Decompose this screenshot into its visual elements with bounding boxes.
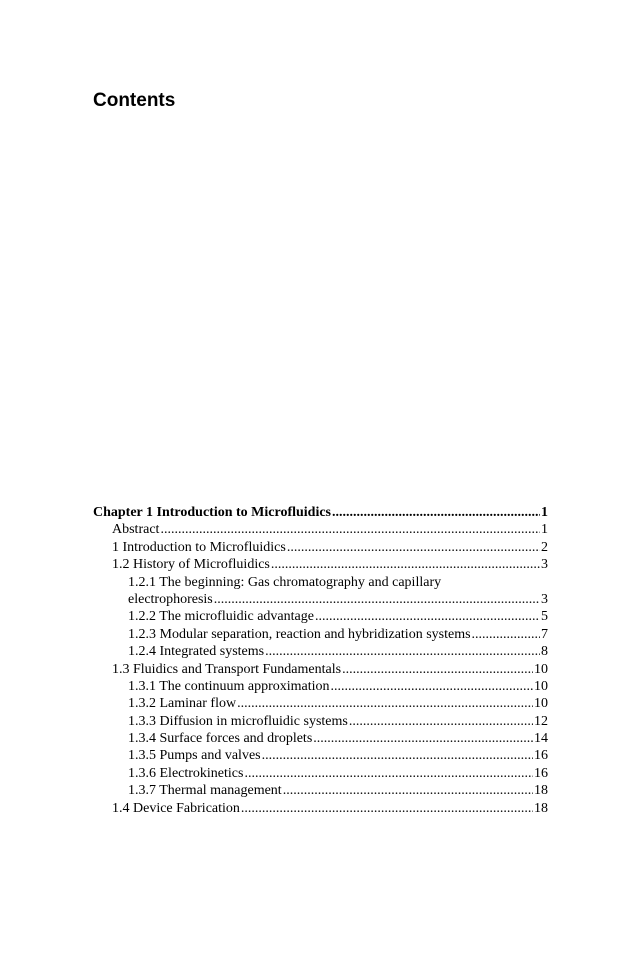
toc-page-number: 14 xyxy=(534,731,548,747)
toc-entry-title: 1.2 History of Microfluidics xyxy=(112,557,270,573)
toc-entry-1-3-3[interactable] xyxy=(93,713,548,730)
toc-page-number: 16 xyxy=(534,765,548,781)
toc-entry-title: Abstract xyxy=(112,522,160,538)
toc-page-number: 12 xyxy=(534,713,548,729)
toc-dot-leader xyxy=(315,608,540,625)
toc-page-number: 10 xyxy=(534,678,548,694)
toc-entry-1[interactable] xyxy=(93,539,548,556)
toc-dot-leader xyxy=(283,782,533,799)
toc-dot-leader xyxy=(331,678,533,695)
toc-dot-leader xyxy=(262,747,533,764)
toc-entry-title: 1.3.1 The continuum approximation xyxy=(128,678,330,694)
toc-page-number: 8 xyxy=(541,644,548,660)
toc-dot-leader xyxy=(313,730,533,747)
toc-entry-1-3-2[interactable] xyxy=(93,695,548,712)
toc-entry-title: 1.2.3 Modular separation, reaction and hybridization systems xyxy=(128,626,471,642)
toc-entry-title: 1.3.2 Laminar flow xyxy=(128,696,237,712)
toc-page-number: 3 xyxy=(541,591,548,607)
toc-entry-title: 1.3.3 Diffusion in microfluidic systems xyxy=(128,713,348,729)
toc-dot-leader xyxy=(244,765,533,782)
toc-page-number: 5 xyxy=(541,609,548,625)
toc-page-number: 18 xyxy=(534,800,548,816)
toc-dot-leader xyxy=(472,626,540,643)
toc-dot-leader xyxy=(332,504,540,521)
contents-heading: Contents xyxy=(93,90,176,111)
toc-dot-leader xyxy=(237,695,533,712)
toc-entry-1-2-4[interactable] xyxy=(93,643,548,660)
toc-entry-title: 1.3.7 Thermal management xyxy=(128,783,282,799)
toc-dot-leader xyxy=(342,661,533,678)
toc-chapter-1[interactable] xyxy=(93,504,548,521)
toc-page-number: 10 xyxy=(534,661,548,677)
toc-entry-title-line-1: 1.2.1 The beginning: Gas chromatography and capillary xyxy=(128,574,442,590)
toc-entry-title: 1.3 Fluidics and Transport Fundamentals xyxy=(112,661,342,677)
toc-dot-leader xyxy=(265,643,540,660)
toc-entry-1-2-1[interactable] xyxy=(93,574,548,609)
toc-page-number: 2 xyxy=(541,539,548,555)
toc-page-number: 7 xyxy=(541,626,548,642)
toc-entry-title: 1.3.6 Electrokinetics xyxy=(128,765,244,781)
toc-entry-1-2-2[interactable] xyxy=(93,608,548,625)
toc-entry-1-3-5[interactable] xyxy=(93,747,548,764)
toc-page-number: 18 xyxy=(534,783,548,799)
toc-entry-title: Chapter 1 Introduction to Microfluidics xyxy=(93,505,332,520)
toc-entry-1-3-6[interactable] xyxy=(93,765,548,782)
toc-dot-leader xyxy=(287,539,540,556)
toc-page-number: 3 xyxy=(541,557,548,573)
toc-entry-title: 1.4 Device Fabrication xyxy=(112,800,240,816)
toc-entry-1-3-4[interactable] xyxy=(93,730,548,747)
table-of-contents xyxy=(93,504,548,817)
toc-page-number: 1 xyxy=(541,522,548,538)
toc-entry-title: 1.3.5 Pumps and valves xyxy=(128,748,261,764)
toc-dot-leader xyxy=(349,713,533,730)
toc-entry-title: 1 Introduction to Microfluidics xyxy=(112,539,286,555)
toc-entry-1-4[interactable] xyxy=(93,800,548,817)
toc-entry-1-2-3[interactable] xyxy=(93,626,548,643)
toc-entry-title: 1.3.4 Surface forces and droplets xyxy=(128,731,313,747)
toc-page-number: 10 xyxy=(534,696,548,712)
toc-entry-abstract[interactable] xyxy=(93,521,548,538)
toc-entry-title: 1.2.2 The microfluidic advantage xyxy=(128,609,314,625)
toc-dot-leader xyxy=(271,556,540,573)
toc-dot-leader xyxy=(160,521,540,538)
toc-entry-1-3-1[interactable] xyxy=(93,678,548,695)
toc-page-number: 1 xyxy=(541,505,548,520)
toc-entry-1-2[interactable] xyxy=(93,556,548,573)
toc-entry-1-3[interactable] xyxy=(93,661,548,678)
toc-entry-title: 1.2.4 Integrated systems xyxy=(128,644,265,660)
toc-dot-leader xyxy=(241,800,533,817)
toc-page-number: 16 xyxy=(534,748,548,764)
toc-entry-title-line-2: electrophoresis xyxy=(128,591,213,607)
toc-dot-leader xyxy=(214,591,540,608)
toc-entry-1-3-7[interactable] xyxy=(93,782,548,799)
